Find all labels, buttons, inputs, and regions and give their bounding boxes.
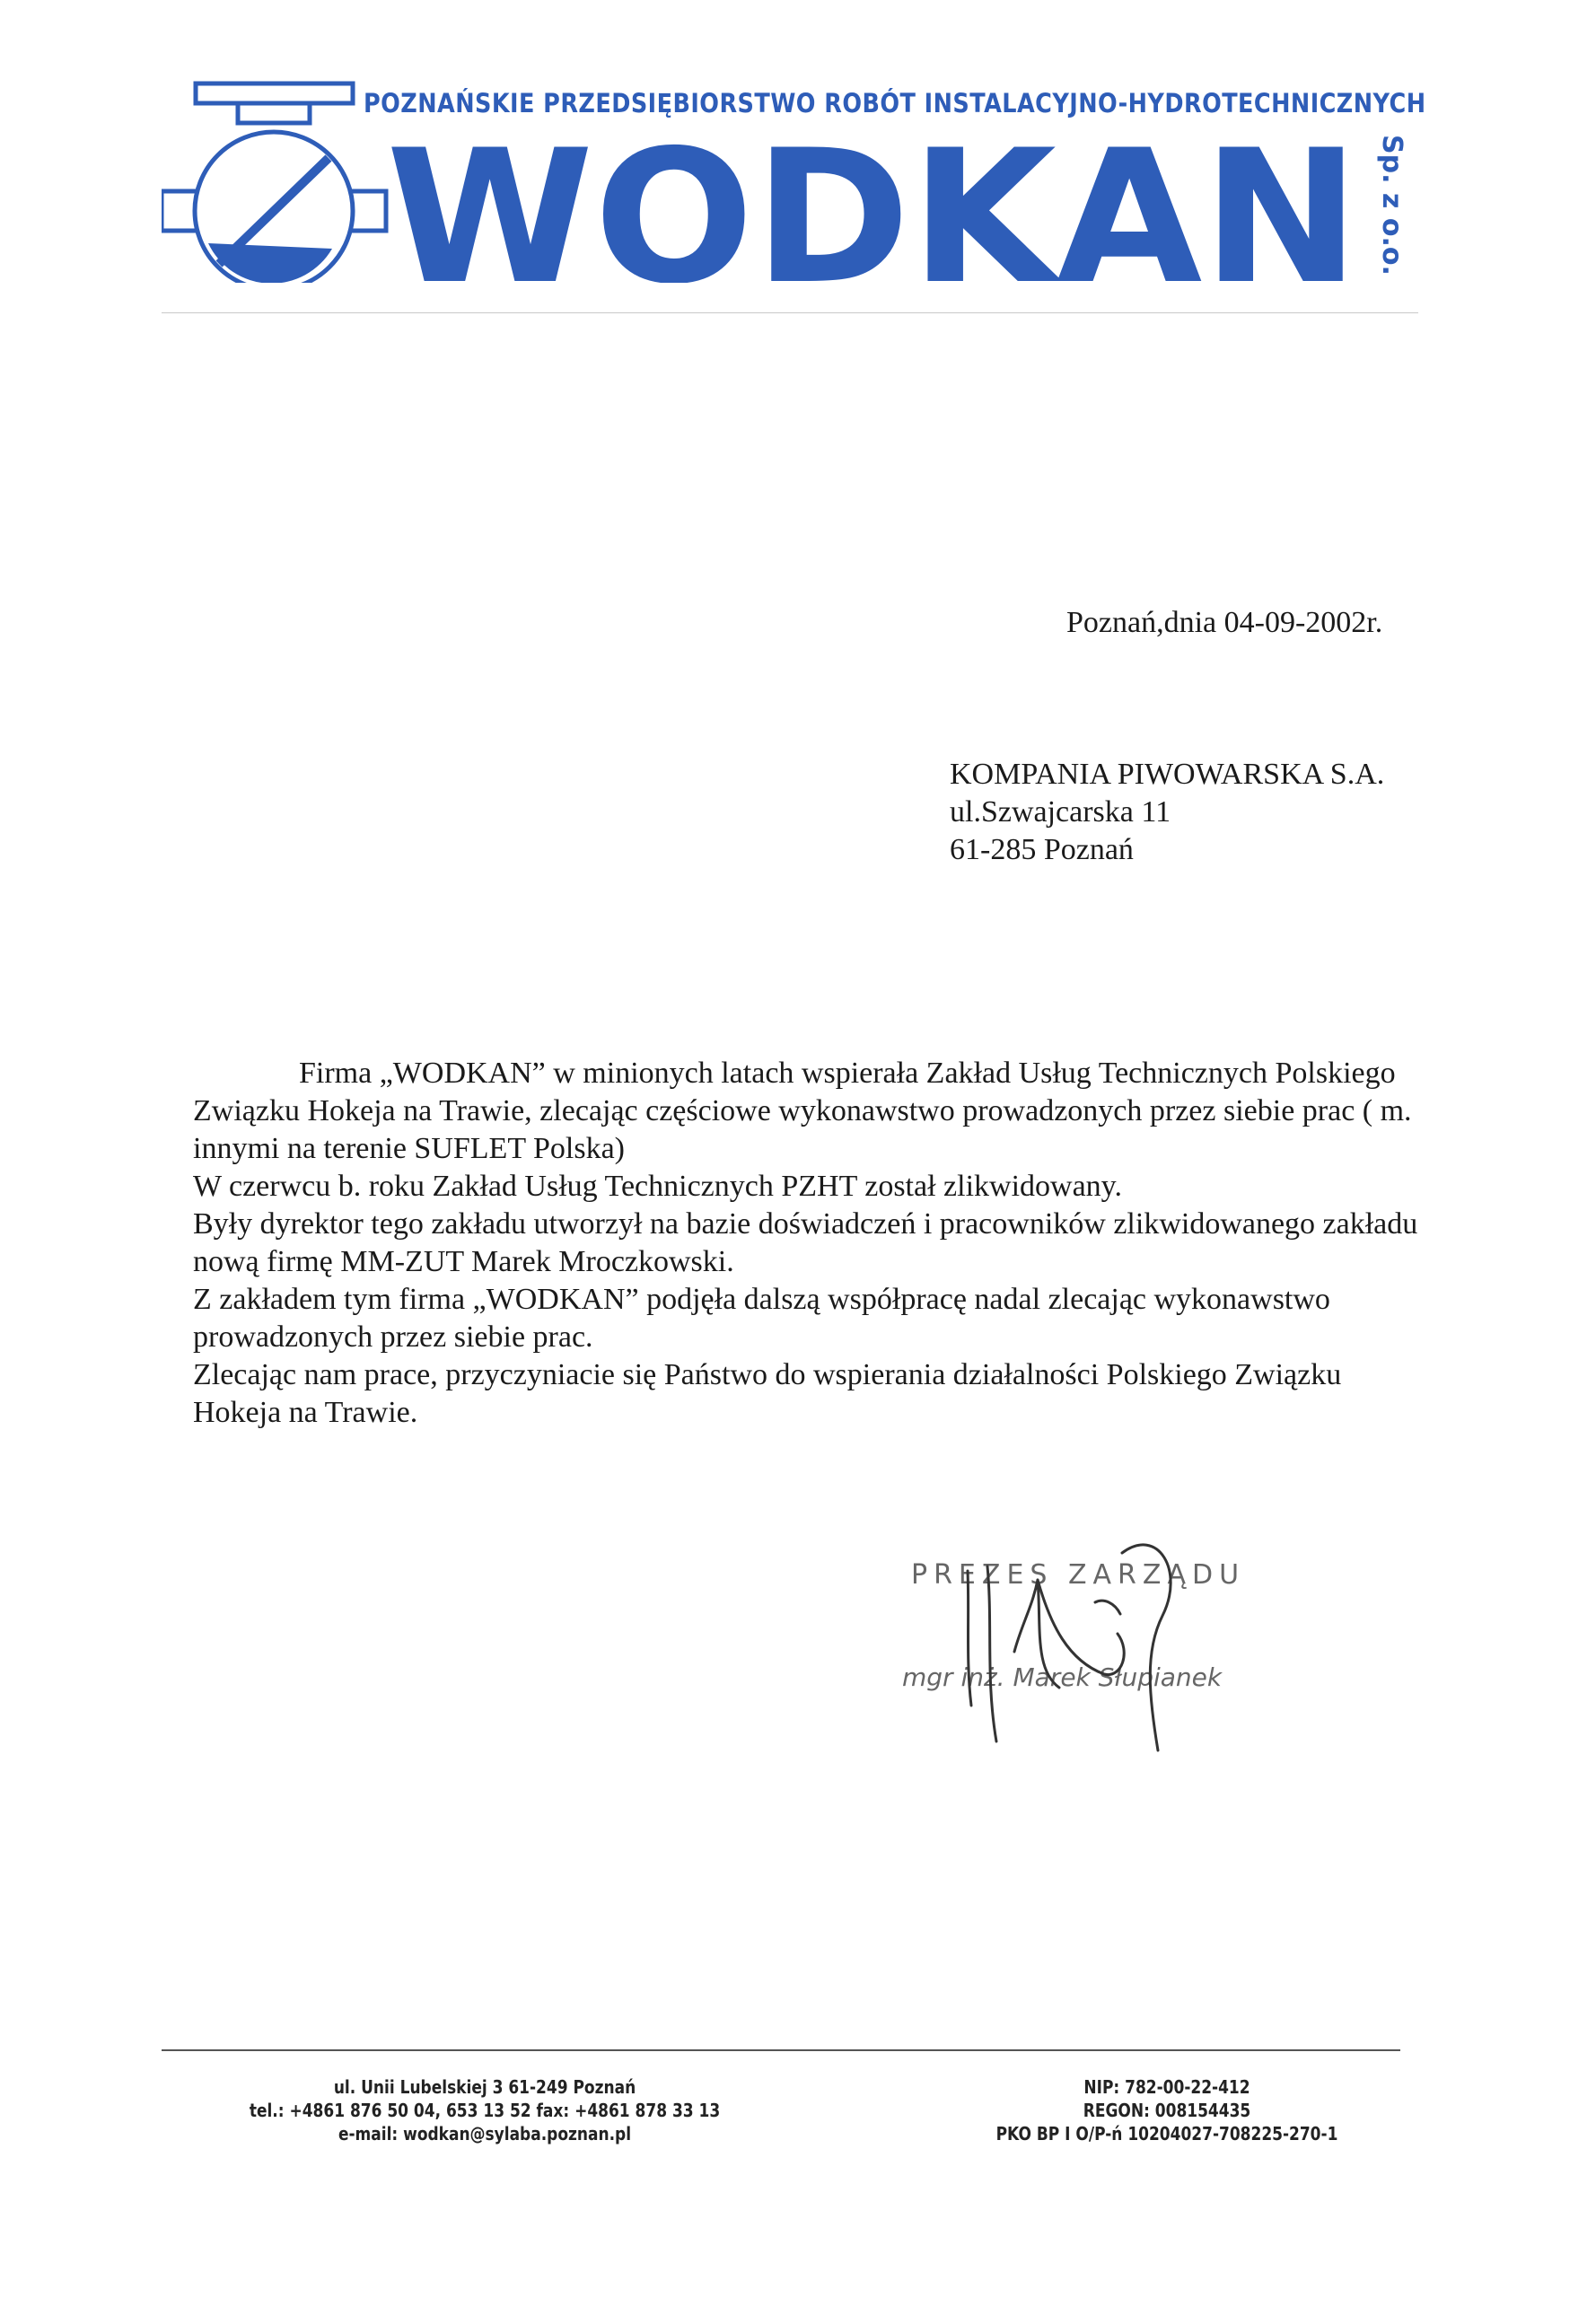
stamp-title: PREZES ZARZĄDU (911, 1559, 1246, 1591)
body-paragraph: Były dyrektor tego zakładu utworzył na bazie doświadczeń i pracowników zlikwidowanego zakładu nową firmę MM-ZUT Marek Mroczkowski. (193, 1207, 1418, 1278)
body-paragraph: W czerwcu b. roku Zakład Usług Technicznych PZHT został zlikwidowany. (193, 1170, 1122, 1203)
body-paragraph: Firma „WODKAN” w minionych latach wspierała Zakład Usług Technicznych Polskiego Związku Hokeja na Trawie, zlecając częściowe wykonawstwo prowadzonych przez siebie prac ( m. innymi na terenie SUFLET Polska) (193, 1057, 1412, 1165)
footer-phone: tel.: +4861 876 50 04, 653 13 52 fax: +4861 878 33 13 (249, 2100, 721, 2121)
valve-icon (162, 83, 386, 283)
recipient-address (950, 756, 1384, 869)
recipient-street: ul.Szwajcarska 11 (950, 795, 1171, 829)
footer-address: ul. Unii Lubelskiej 3 61-249 Poznań (333, 2076, 636, 2098)
footer-registration (946, 2075, 1389, 2145)
recipient-city: 61-285 Poznań (950, 833, 1134, 866)
stamp-name: mgr inż. Marek Słupianek (902, 1662, 1223, 1692)
footer-divider (162, 2049, 1400, 2051)
footer-regon: REGON: 008154435 (1083, 2100, 1251, 2121)
letterhead (0, 0, 1596, 323)
recipient-name: KOMPANIA PIWOWARSKA S.A. (950, 758, 1385, 791)
footer-contact (249, 2075, 722, 2145)
brand-name: WODKAN (386, 111, 1360, 283)
body-paragraph: Z zakładem tym firma „WODKAN” podjęła dalszą współpracę nadal zlecając wykonawstwo prowadzonych przez siebie prac. (193, 1283, 1330, 1354)
body-paragraph: Zlecając nam prace, przyczyniacie się Państwo do wspierania działalności Polskiego Związku Hokeja na Trawie. (193, 1358, 1342, 1429)
footer-bank-account: PKO BP I O/P-ń 10204027-708225-270-1 (995, 2123, 1338, 2145)
footer-nip: NIP: 782-00-22-412 (1083, 2076, 1250, 2098)
handwritten-signature (951, 1517, 1257, 1768)
legal-form: Sp. z o.o. (1376, 135, 1407, 276)
header-divider (162, 312, 1418, 313)
company-full-name: POZNAŃSKIE PRZEDSIĘBIORSTWO ROBÓT INSTALACYJNO-HYDROTECHNICZNYCH (364, 88, 1426, 118)
footer-email: e-mail: wodkan@sylaba.poznan.pl (338, 2123, 632, 2145)
date-line: Poznań,dnia 04-09-2002r. (1066, 606, 1383, 639)
letter-body (193, 1055, 1432, 1432)
